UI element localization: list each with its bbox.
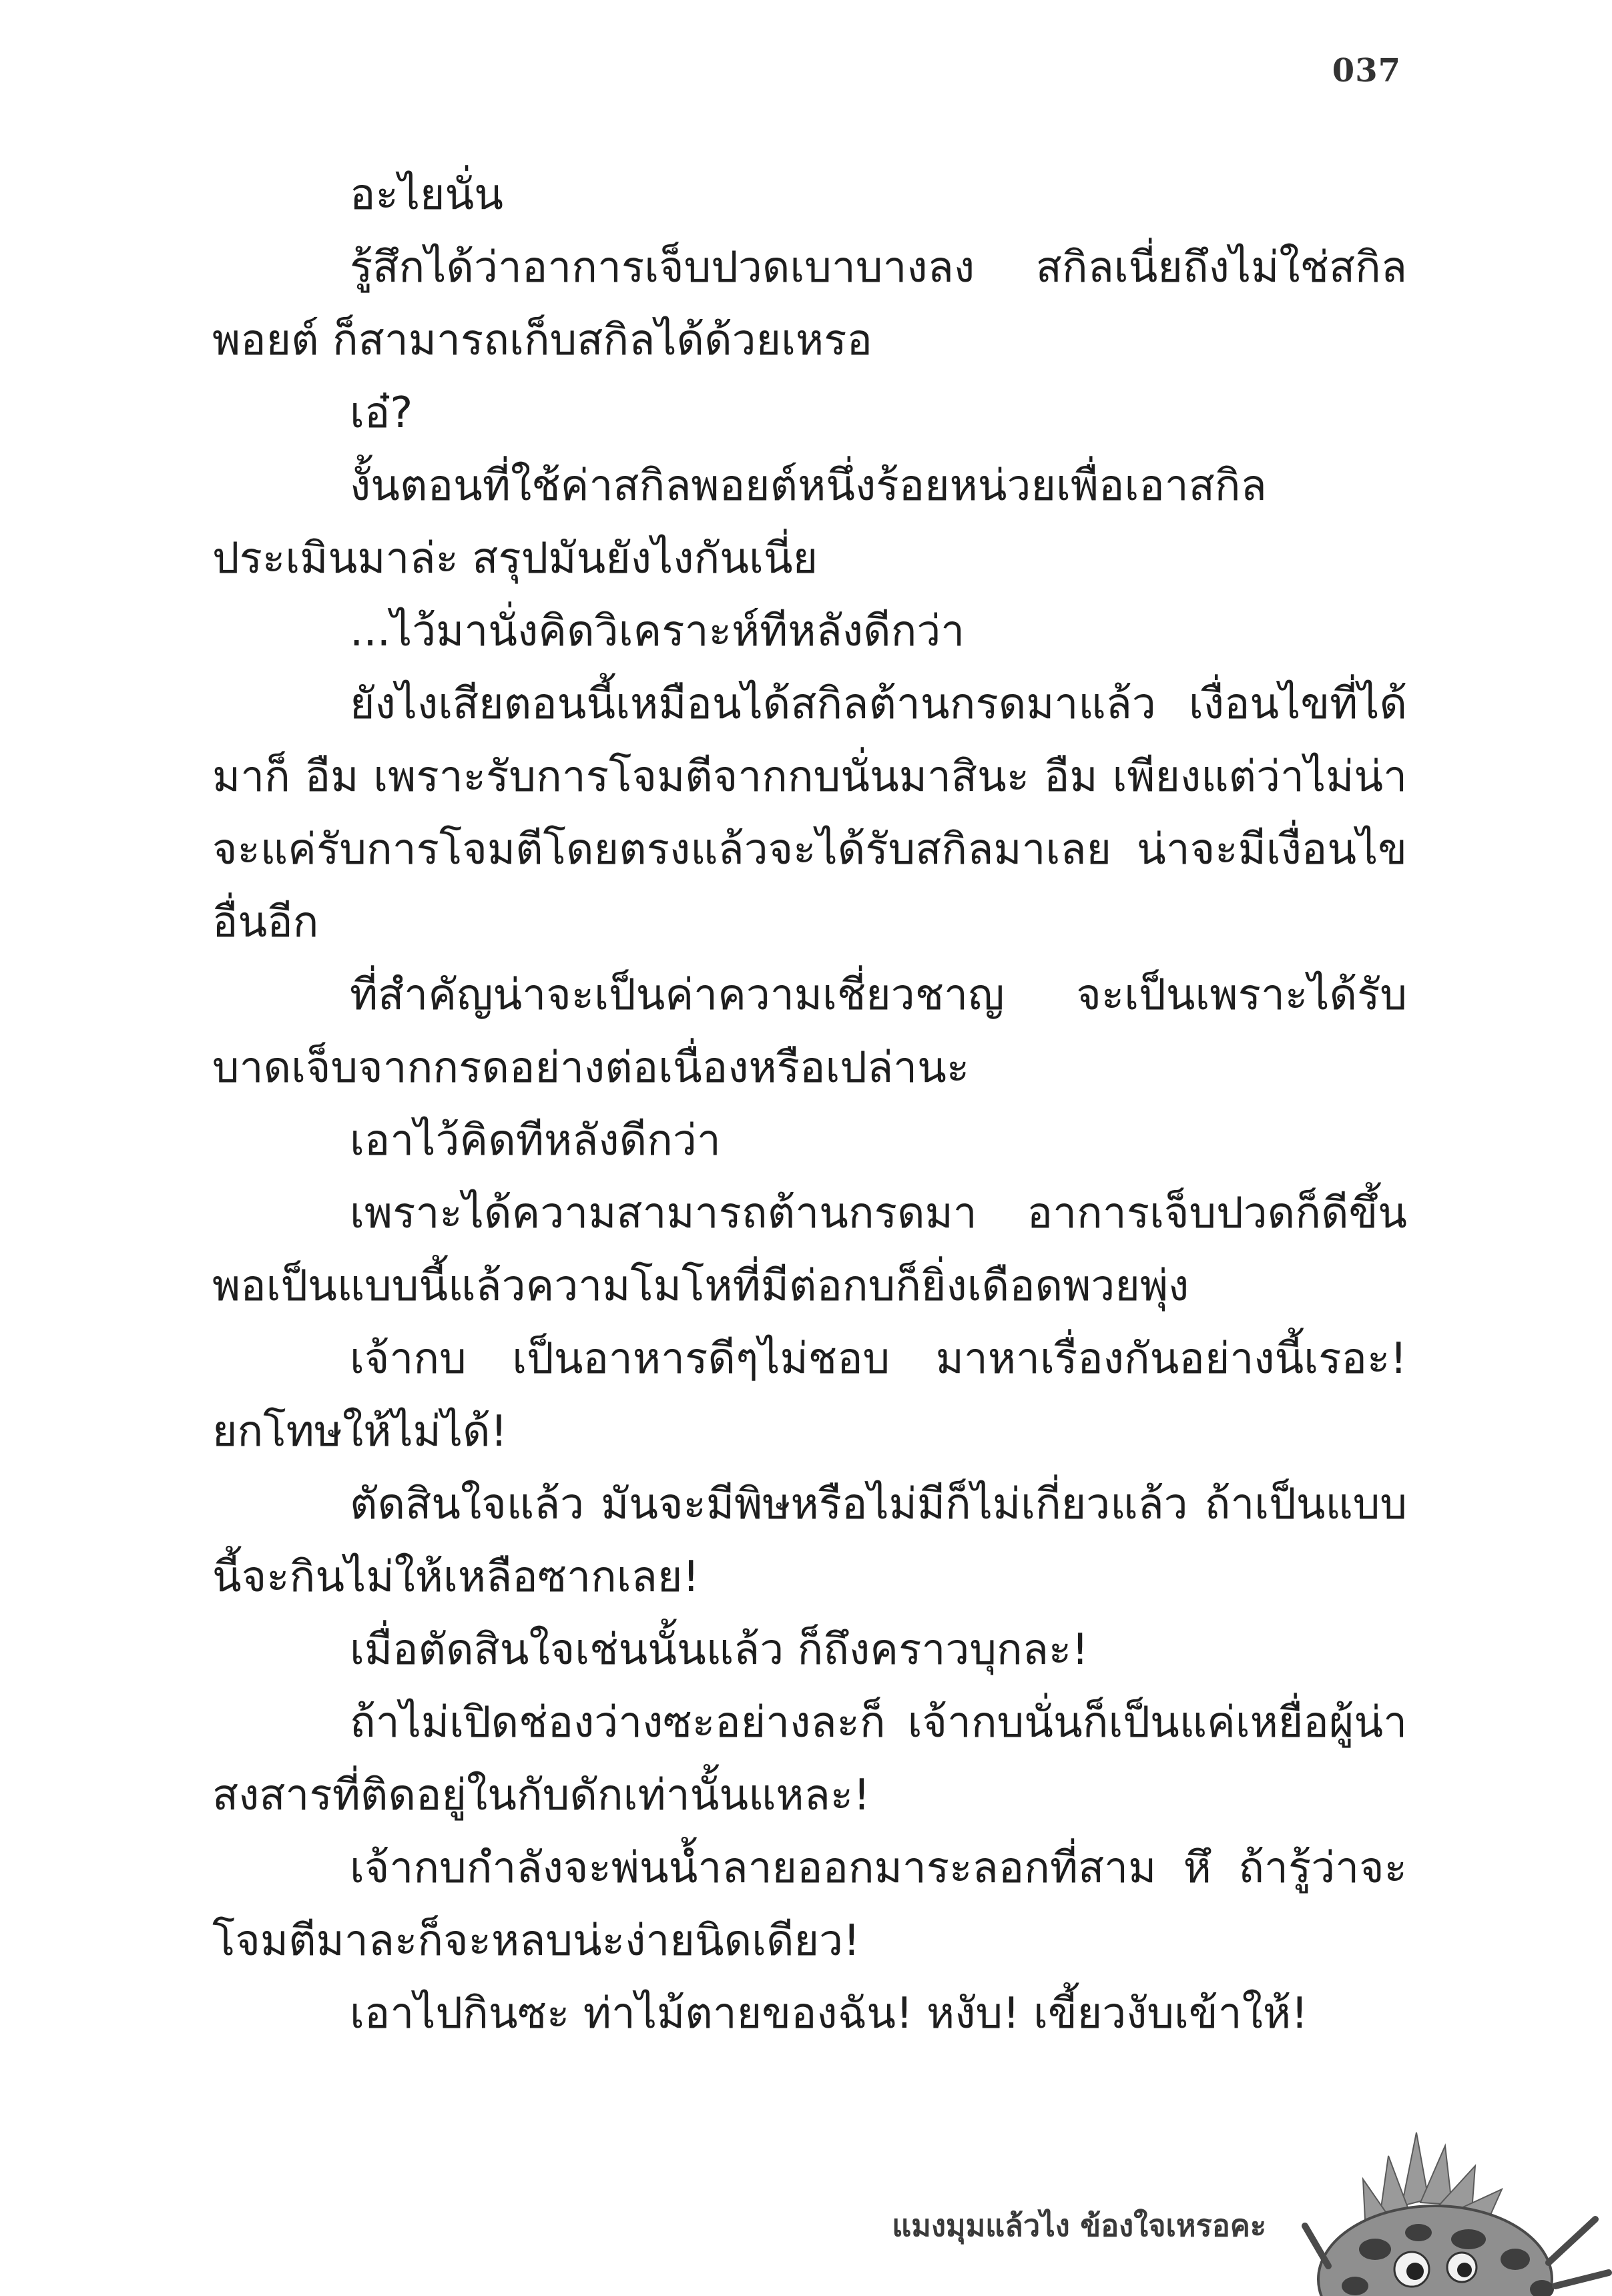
- footer-book-title: แมงมุมแล้วไง ข้องใจเหรอคะ: [892, 2208, 1266, 2243]
- paragraph: ยังไงเสียตอนนี้เหมือนได้สกิลต้านกรดมาแล้ว เงื่อนไขที่ได้มาก็ อืม เพราะรับการโจมตีจากกบนั่นมาสินะ อืม เพียงแต่ว่าไม่น่าจะแค่รับการโจมตีโดยตรงแล้วจะได้รับสกิลมาเลย น่าจะมีเงื่อนไขอื่นอีก: [212, 679, 1407, 947]
- paragraph: ...ไว้มานั่งคิดวิเคราะห์ทีหลังดีกว่า: [350, 607, 965, 656]
- spider-mascot-illustration: [1302, 2126, 1612, 2296]
- paragraph: งั้นตอนที่ใช้ค่าสกิลพอยต์หนึ่งร้อยหน่วยเพื่อเอาสกิลประเมินมาล่ะ สรุปมันยังไงกันเนี่ย: [212, 461, 1267, 583]
- paragraph: เอาไว้คิดทีหลังดีกว่า: [350, 1116, 721, 1165]
- paragraph: ตัดสินใจแล้ว มันจะมีพิษหรือไม่มีก็ไม่เกี่ยวแล้ว ถ้าเป็นแบบนี้จะกินไม่ให้เหลือซากเลย!: [212, 1480, 1407, 1602]
- paragraph: เมื่อตัดสินใจเช่นนั้นแล้ว ก็ถึงคราวบุกละ!: [350, 1625, 1089, 1675]
- paragraph: รู้สึกได้ว่าอาการเจ็บปวดเบาบางลง สกิลเนี่ยถึงไม่ใช่สกิลพอยต์ ก็สามารถเก็บสกิลได้ด้วยเหรอ: [212, 243, 1407, 365]
- paragraph: เจ้ากบ เป็นอาหารดีๆไม่ชอบ มาหาเรื่องกันอย่างนี้เรอะ! ยกโทษให้ไม่ได้!: [212, 1334, 1407, 1456]
- paragraph: เอาไปกินซะ ท่าไม้ตายของฉัน! หงับ! เขี้ยวงับเข้าให้!: [350, 1989, 1308, 2038]
- page-number: 037: [1332, 52, 1401, 89]
- paragraph: อะไยนั่น: [350, 170, 503, 220]
- body-text: [212, 159, 1407, 2050]
- paragraph: เอ๋?: [350, 388, 413, 438]
- paragraph: เพราะได้ความสามารถต้านกรดมา อาการเจ็บปวดก็ดีขึ้น พอเป็นแบบนี้แล้วความโมโหที่มีต่อกบก็ยิ่งเดือดพวยพุ่ง: [212, 1189, 1407, 1311]
- paragraph: ที่สำคัญน่าจะเป็นค่าความเชี่ยวชาญ จะเป็นเพราะได้รับบาดเจ็บจากกรดอย่างต่อเนื่องหรือเปล่านะ: [212, 970, 1407, 1093]
- paragraph: ถ้าไม่เปิดช่องว่างซะอย่างละก็ เจ้ากบนั่นก็เป็นแค่เหยื่อผู้น่าสงสารที่ติดอยู่ในกับดักเท่านั้นแหละ!: [212, 1698, 1407, 1820]
- paragraph: เจ้ากบกำลังจะพ่นน้ำลายออกมาระลอกที่สาม หึ ถ้ารู้ว่าจะโจมตีมาละก็จะหลบน่ะง่ายนิดเดียว!: [212, 1843, 1407, 1966]
